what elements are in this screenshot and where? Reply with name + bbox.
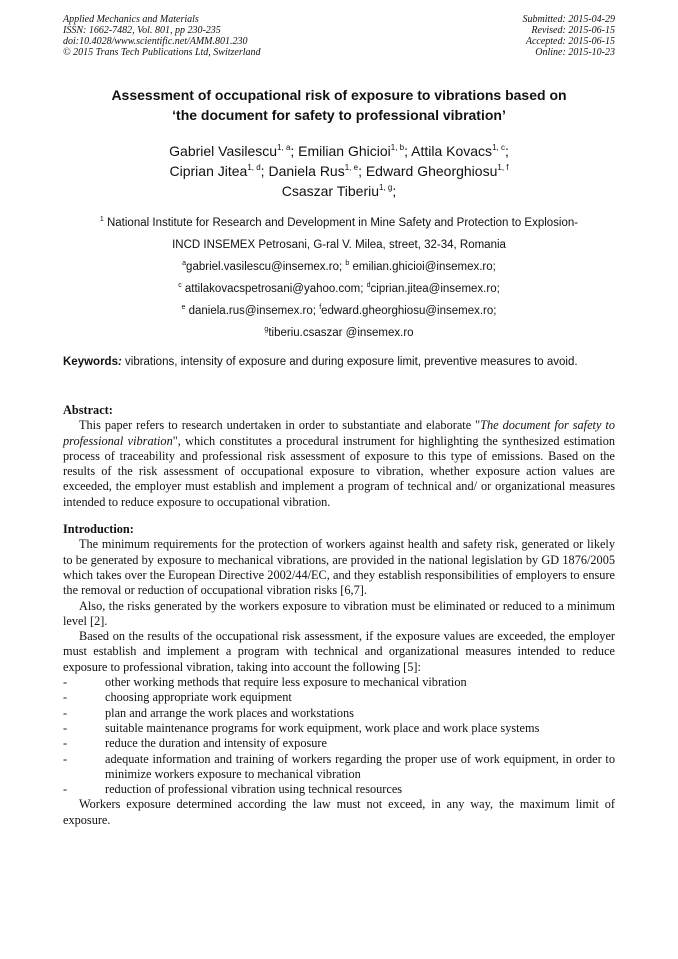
- list-item-text: reduction of professional vibration using technical resources: [105, 782, 403, 797]
- author-separator: ;: [260, 163, 269, 179]
- title-line: ‘the document for safety to professional vibration’: [172, 107, 506, 123]
- email-separator: ;: [493, 305, 497, 317]
- author-sup: 1, b: [390, 143, 405, 152]
- author-separator: ;: [404, 143, 412, 159]
- author-name: Emilian Ghicioi: [298, 143, 391, 159]
- author-separator: ;: [358, 163, 366, 179]
- author-sup: 1, g: [379, 183, 393, 192]
- email-separator: ;: [338, 261, 346, 273]
- bullet-dash: -: [63, 751, 68, 766]
- author-email: gabriel.vasilescu@insemex.ro: [186, 261, 339, 273]
- author-email: tiberiu.csaszar @insemex.ro: [268, 327, 414, 339]
- list-item-text: choosing appropriate work equipment: [105, 690, 292, 705]
- journal-name: Applied Mechanics and Materials: [63, 14, 199, 25]
- abstract-document-title: The document for safety to professional vibration: [63, 418, 615, 448]
- author-email: daniela.rus@insemex.ro: [188, 305, 313, 317]
- list-item: [63, 782, 615, 797]
- email-sup: c: [178, 282, 182, 289]
- email-sup: e: [181, 304, 186, 311]
- email-sup: b: [345, 260, 350, 267]
- list-item: [63, 675, 615, 690]
- affiliation-block: [63, 212, 615, 344]
- email-separator: ;: [312, 305, 320, 317]
- author-name: Attila Kovacs: [411, 143, 493, 159]
- bullet-dash: -: [63, 705, 68, 720]
- body-paragraph: Workers exposure determined according the law must not exceed, in any way, the maximum limit of exposure.: [63, 797, 615, 827]
- author-separator: ;: [504, 143, 509, 159]
- list-item-text: suitable maintenance programs for work equipment, work place and work place systems: [105, 720, 540, 735]
- list-item: [63, 690, 615, 705]
- keywords-label: Keywords: [63, 356, 118, 368]
- author-name: Gabriel Vasilescu: [169, 143, 278, 159]
- author-name: Csaszar Tiberiu: [281, 183, 380, 199]
- list-item: [63, 752, 615, 783]
- keywords-text: vibrations, intensity of exposure and during exposure limit, preventive measures to avoid.: [121, 356, 578, 368]
- author-email: edward.gheorghiosu@insemex.ro: [321, 305, 494, 317]
- paper-title: [63, 85, 615, 125]
- introduction-heading: Introduction:: [63, 522, 134, 537]
- affiliation-sup: 1: [99, 216, 104, 223]
- body-paragraph: Also, the risks generated by the workers exposure to vibration must be eliminated or reduced to a minimum level [2].: [63, 598, 615, 628]
- bullet-dash: -: [63, 736, 68, 751]
- email-sup: g: [264, 326, 269, 333]
- affiliation-line: INCD INSEMEX Petrosani, G-ral V. Milea, street, 32-34, Romania: [172, 239, 506, 251]
- list-item-text: adequate information and training of workers regarding the proper use of work equipment, in order to minimize workers exposure to mechanical vibration: [105, 751, 615, 781]
- email-sup: d: [366, 282, 371, 289]
- publication-dates: [523, 14, 616, 58]
- abstract-heading: Abstract:: [63, 403, 113, 417]
- list-item: [63, 721, 615, 736]
- abstract-text: ", which constitutes a procedural instrument for highlighting the synthesized estimation process of traceability and professional risk assessment of exposure to this type of emissions. Based on the results of the risk assessment of occupational exposure to vibration, whether exposure action values are exceeded, the employer must establish and implement a program of technical and/ or organizational measures intended to reduce exposure to occupational vibration.: [63, 433, 615, 509]
- email-separator: ;: [496, 283, 500, 295]
- author-name: Edward Gheorghiosu: [365, 163, 498, 179]
- list-item: [63, 706, 615, 721]
- author-name: Daniela Rus: [268, 163, 345, 179]
- keywords-colon: :: [117, 356, 122, 368]
- author-separator: ;: [392, 183, 397, 199]
- date-accepted: Accepted: 2015-06-15: [525, 36, 615, 47]
- author-list: [63, 141, 615, 201]
- list-item: [63, 736, 615, 751]
- journal-doi: doi:10.4028/www.scientific.net/AMM.801.230: [63, 36, 248, 47]
- email-sup: a: [182, 260, 187, 267]
- author-email: emilian.ghicioi@insemex.ro: [352, 261, 493, 273]
- journal-info: [63, 14, 261, 58]
- author-email: ciprian.jitea@insemex.ro: [370, 283, 497, 295]
- date-revised: Revised: 2015-06-15: [531, 25, 615, 36]
- author-sup: 1, f: [497, 163, 509, 172]
- bullet-dash: -: [63, 782, 68, 797]
- author-sup: 1, a: [277, 143, 291, 152]
- author-separator: ;: [290, 143, 299, 159]
- author-sup: 1, e: [344, 163, 359, 172]
- journal-issn: ISSN: 1662-7482, Vol. 801, pp 230-235: [63, 25, 221, 36]
- abstract-text: This paper refers to research undertaken in order to substantiate and elaborate ": [79, 418, 481, 433]
- journal-copyright: © 2015 Trans Tech Publications Ltd, Switzerland: [63, 47, 261, 58]
- date-online: Online: 2015-10-23: [535, 47, 615, 58]
- bullet-dash: -: [63, 720, 68, 735]
- author-name: Ciprian Jitea: [169, 163, 248, 179]
- email-separator: ;: [492, 261, 496, 273]
- body-paragraph: The minimum requirements for the protection of workers against health and safety risk, generated or likely to be generated by exposure to mechanical vibrations, are provided in the national legislation by GD 1876/2005 which takes over the European Directive 2002/44/EC, and they establish responsibilities of employers to ensure the removal or reduction of occupational vibration risks [6,7].: [63, 537, 615, 598]
- date-submitted: Submitted: 2015-04-29: [522, 14, 615, 25]
- title-line: Assessment of occupational risk of exposure to vibrations based on: [111, 87, 567, 103]
- list-item-text: other working methods that require less exposure to mechanical vibration: [105, 675, 467, 690]
- bullet-dash: -: [63, 690, 68, 705]
- email-sup: f: [319, 304, 322, 311]
- abstract-paragraph: [63, 418, 615, 510]
- paper-body: [63, 403, 615, 828]
- list-item-text: plan and arrange the work places and workstations: [105, 705, 354, 720]
- author-email: attilakovacspetrosani@yahoo.com: [184, 283, 361, 295]
- keywords: [63, 355, 615, 370]
- author-sup: 1, c: [492, 143, 505, 152]
- body-paragraph: Based on the results of the occupational risk assessment, if the exposure values are exceeded, the employer must establish and implement a program with technical and organizational measures intended to reduce exposure to professional vibration, taking into account the following [5]:: [63, 629, 615, 674]
- measures-list: [63, 675, 615, 797]
- list-item-text: reduce the duration and intensity of exposure: [105, 736, 327, 751]
- bullet-dash: -: [63, 675, 68, 690]
- affiliation-line: National Institute for Research and Development in Mine Safety and Protection to Explosion-: [106, 217, 579, 229]
- author-sup: 1, d: [247, 163, 261, 172]
- email-separator: ;: [360, 283, 367, 295]
